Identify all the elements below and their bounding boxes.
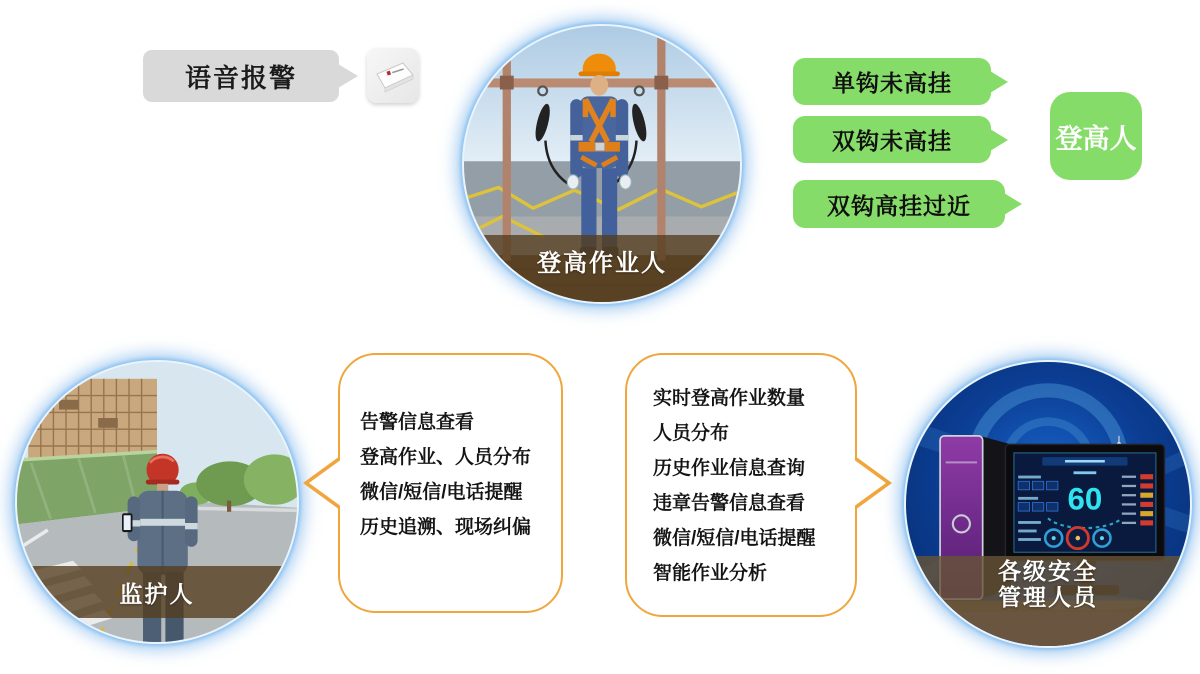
alarm-device-icon [367,48,419,103]
manager-feature: 微信/短信/电话提醒 [653,528,816,549]
manager-circle-caption: 各级安全 管理人员 [906,556,1190,612]
alarm-bubble-single-hook: 单钩未高挂 [793,58,991,105]
voice-alarm-bubble [143,50,339,102]
manager-feature: 实时登高作业数量 [653,388,806,409]
climber-tag: 登高人 [1050,92,1142,180]
guardian-feature: 历史追溯、现场纠偏 [360,517,532,538]
manager-circle [904,360,1192,648]
climber-circle [462,24,742,304]
manager-feature: 历史作业信息查询 [653,458,806,479]
manager-feature: 违章告警信息查看 [653,493,806,514]
guardian-circle [15,360,299,644]
alarm-device-image [367,48,419,103]
manager-feature: 人员分布 [653,423,730,444]
alarm-bubble-double-hook: 双钩未高挂 [793,116,991,163]
guardian-feature: 微信/短信/电话提醒 [360,482,523,503]
guardian-feature: 告警信息查看 [360,412,475,433]
guardian-callout [338,353,563,613]
manager-callout [625,353,857,617]
alarm-bubble-hooks-too-close: 双钩高挂过近 [793,180,1005,228]
guardian-feature: 登高作业、人员分布 [360,447,532,468]
monitor-value: 60 [1067,481,1103,517]
voice-alarm-label: 语音报警 [184,62,297,93]
climber-circle-caption: 登高作业人 [464,235,740,302]
manager-feature: 智能作业分析 [653,563,768,584]
guardian-circle-caption: 监护人 [17,566,297,618]
